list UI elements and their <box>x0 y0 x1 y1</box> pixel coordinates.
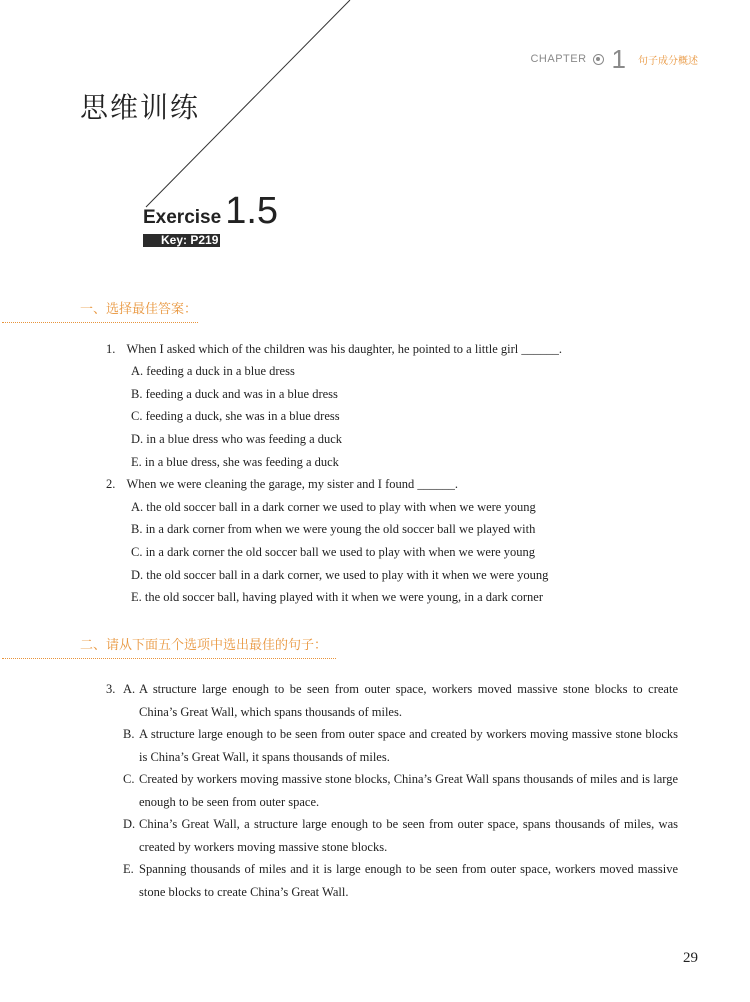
option-letter: B. <box>123 727 135 741</box>
target-dot-icon <box>593 54 604 65</box>
option-letter: C. <box>123 772 135 786</box>
question-1 <box>106 342 562 357</box>
section-heading-2 <box>80 634 327 653</box>
question-1-option-d: D. in a blue dress who was feeding a duck <box>131 432 343 446</box>
question-1-option-c: C. feeding a duck, she was in a blue dress <box>131 409 340 423</box>
question-3-option-c <box>106 768 678 813</box>
option-letter: E. <box>123 862 134 876</box>
question-2-option-b: B. in a dark corner from when we were young the old soccer ball we played with <box>131 522 536 536</box>
question-2-option-e: E. the old soccer ball, having played with it when we were young, in a dark corner <box>131 590 544 604</box>
option-letter: D. <box>123 817 136 831</box>
answer-key-badge: Key: P219 <box>143 234 220 247</box>
exercise-heading <box>143 190 278 233</box>
option-text: Spanning thousands of miles and it is large enough to be seen from outer space, workers moved massive stone blocks to create China’s Great Wall. <box>139 862 678 899</box>
chapter-topic: 句子成分概述 <box>638 55 698 67</box>
question-3-number: 3. <box>106 682 116 696</box>
question-2-option-a: A. the old soccer ball in a dark corner we used to play with when we were young <box>131 500 536 514</box>
section-heading-1-text: 一、选择最佳答案： <box>80 302 198 317</box>
question-2-option-c: C. in a dark corner the old soccer ball we used to play with when we were young <box>131 545 536 559</box>
section-heading-1 <box>80 298 197 317</box>
option-letter: A. <box>123 682 136 696</box>
section-heading-1-underline <box>2 322 198 323</box>
question-3-option-a <box>106 678 678 723</box>
question-2 <box>106 477 458 492</box>
question-3-option-b <box>106 723 678 768</box>
option-text: A structure large enough to be seen from outer space and created by workers moving massive stone blocks is China’s Great Wall, it spans thousands of miles. <box>139 727 678 764</box>
question-1-option-e: E. in a blue dress, she was feeding a duck <box>131 455 339 469</box>
question-2-number: 2. <box>106 477 116 491</box>
question-1-option-a: A. feeding a duck in a blue dress <box>131 364 295 378</box>
question-2-stem: When we were cleaning the garage, my sister and I found ______. <box>126 477 458 491</box>
option-text: China’s Great Wall, a structure large enough to be seen from outer space, spans thousands of miles, was created by workers moving massive stone blocks. <box>139 817 678 854</box>
option-text: Created by workers moving massive stone blocks, China’s Great Wall spans thousands of miles and is large enough to be seen from outer space. <box>139 772 678 809</box>
page-title: 思维训练 <box>80 91 201 124</box>
section-heading-2-text: 二、请从下面五个选项中选出最佳的句子： <box>80 638 328 653</box>
question-3-option-e <box>106 858 678 903</box>
question-1-stem: When I asked which of the children was his daughter, he pointed to a little girl ______. <box>126 342 562 356</box>
section-heading-2-underline <box>2 658 336 659</box>
question-3-option-d <box>106 813 678 858</box>
option-text: A structure large enough to be seen from outer space, workers moved massive stone blocks to create China’s Great Wall, which spans thousands of miles. <box>139 682 678 719</box>
exercise-number: 1.5 <box>225 190 279 232</box>
page-number: 29 <box>683 950 698 966</box>
question-1-number: 1. <box>106 342 116 356</box>
decorative-diagonal-line <box>0 0 750 260</box>
question-1-option-b: B. feeding a duck and was in a blue dress <box>131 387 338 401</box>
question-3 <box>106 678 678 903</box>
chapter-indicator <box>530 44 698 74</box>
question-2-option-d: D. the old soccer ball in a dark corner, we used to play with it when we were young <box>131 568 549 582</box>
chapter-label: CHAPTER <box>530 53 587 65</box>
chapter-number: 1 <box>611 44 626 74</box>
exercise-word: Exercise <box>143 207 222 228</box>
